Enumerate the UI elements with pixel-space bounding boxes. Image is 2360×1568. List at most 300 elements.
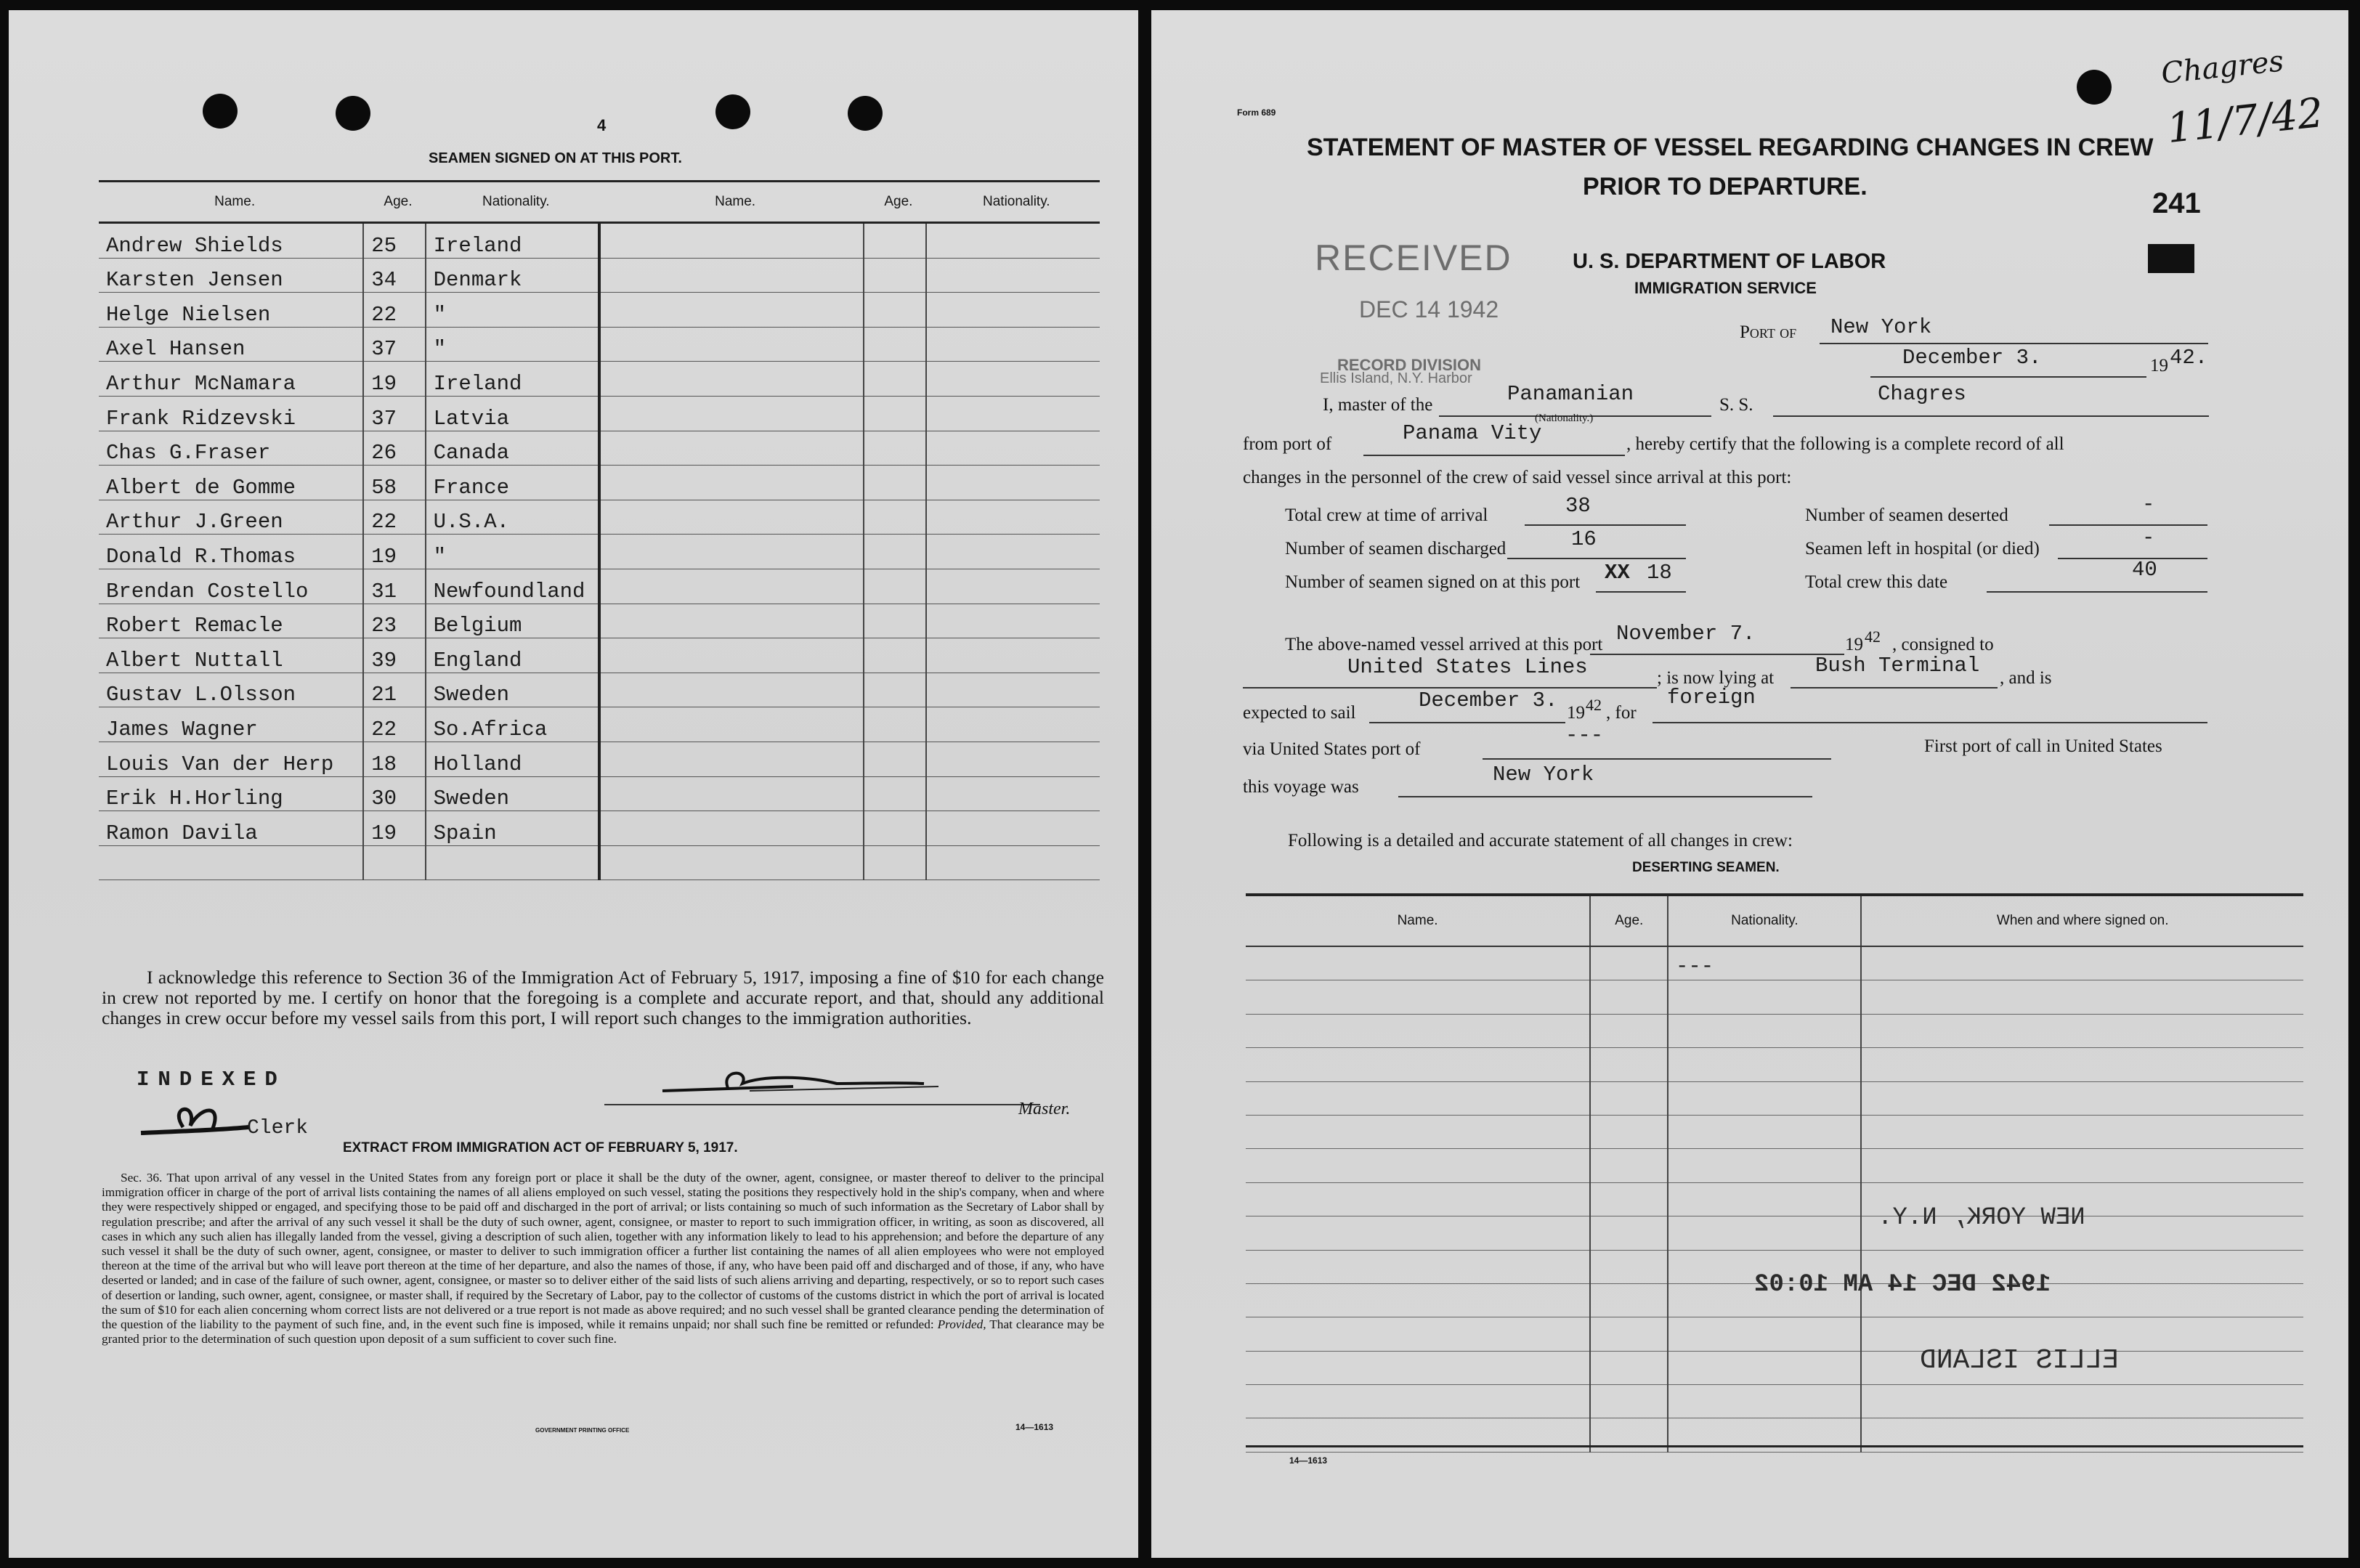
port-value: New York bbox=[1830, 315, 1932, 339]
handwritten-note-date: 11/7/42 bbox=[2165, 89, 2326, 153]
seaman-name: James Wagner bbox=[99, 707, 363, 742]
seaman-name: Axel Hansen bbox=[99, 327, 363, 362]
empty-cell bbox=[1590, 1014, 1668, 1047]
indexed-stamp: INDEXED bbox=[137, 1068, 286, 1092]
empty-cell bbox=[864, 811, 925, 846]
seaman-name: Albert de Gomme bbox=[99, 466, 363, 500]
seaman-nationality: Canada bbox=[426, 431, 599, 466]
destination-line bbox=[1653, 722, 2207, 723]
empty-cell bbox=[926, 500, 1100, 535]
empty-cell bbox=[926, 431, 1100, 466]
seaman-name: Ramon Davila bbox=[99, 811, 363, 846]
empty-cell bbox=[926, 638, 1100, 673]
table-row bbox=[99, 707, 1100, 742]
sail-date-line bbox=[1369, 722, 1565, 723]
empty-cell bbox=[1861, 1149, 2303, 1182]
empty-cell bbox=[1861, 980, 2303, 1014]
deserted-line bbox=[2049, 524, 2207, 526]
seaman-nationality: Sweden bbox=[426, 776, 599, 811]
deserting-none: --- bbox=[1676, 954, 1714, 978]
empty-cell bbox=[1246, 1283, 1590, 1317]
seaman-name: Brendan Costello bbox=[99, 569, 363, 604]
table-row bbox=[99, 293, 1100, 328]
empty-cell bbox=[599, 742, 864, 776]
empty-cell bbox=[864, 776, 925, 811]
record-division: RECORD DIVISION bbox=[1337, 356, 1482, 374]
empty-cell bbox=[864, 742, 925, 776]
total-crew-arrival: 38 bbox=[1565, 494, 1591, 518]
empty-cell bbox=[926, 604, 1100, 638]
extract-title: EXTRACT FROM IMMIGRATION ACT OF FEBRUARY 5, 1917. bbox=[343, 1140, 738, 1155]
empty-cell bbox=[599, 223, 864, 259]
seaman-nationality: Denmark bbox=[426, 258, 599, 293]
empty-cell bbox=[1590, 946, 1668, 980]
seaman-nationality: Holland bbox=[426, 742, 599, 776]
table-row bbox=[1246, 1014, 2303, 1047]
section-title: SEAMEN SIGNED ON AT THIS PORT. bbox=[429, 150, 682, 166]
discharged-label: Number of seamen discharged bbox=[1285, 539, 1507, 558]
empty-cell bbox=[599, 604, 864, 638]
port-line bbox=[1820, 343, 2208, 344]
table-row bbox=[99, 776, 1100, 811]
table-row bbox=[99, 569, 1100, 604]
seaman-age: 34 bbox=[363, 258, 425, 293]
table-row bbox=[1246, 1149, 2303, 1182]
seaman-nationality: Ireland bbox=[426, 362, 599, 397]
seaman-age: 19 bbox=[363, 535, 425, 569]
empty-cell bbox=[1590, 1317, 1668, 1351]
empty-cell bbox=[1590, 1081, 1668, 1115]
table-row bbox=[99, 431, 1100, 466]
for-label: , for bbox=[1606, 703, 1637, 723]
empty-cell bbox=[864, 638, 925, 673]
title-line-2: PRIOR TO DEPARTURE. bbox=[1583, 173, 1868, 200]
empty-cell bbox=[1246, 1385, 1590, 1418]
desert-col-nationality: Nationality. bbox=[1668, 895, 1861, 946]
clerk-initials-signature bbox=[132, 1098, 263, 1143]
seaman-age: 19 bbox=[363, 811, 425, 846]
empty-cell bbox=[926, 569, 1100, 604]
following-text: Following is a detailed and accurate statement of all changes in crew: bbox=[1288, 831, 1793, 850]
empty-cell bbox=[1668, 1351, 1861, 1384]
first-port-label: First port of call in United States bbox=[1924, 736, 2162, 756]
via-value: --- bbox=[1565, 723, 1604, 747]
seaman-name: Arthur McNamara bbox=[99, 362, 363, 397]
seaman-name: Helge Nielsen bbox=[99, 293, 363, 328]
empty-cell bbox=[1668, 1385, 1861, 1418]
empty-cell bbox=[599, 293, 864, 328]
sail-date: December 3. bbox=[1419, 688, 1558, 712]
empty-cell bbox=[1246, 1216, 1590, 1250]
empty-cell bbox=[864, 707, 925, 742]
empty-cell bbox=[599, 466, 864, 500]
sail-year: 42 bbox=[1586, 696, 1602, 714]
empty-cell bbox=[599, 569, 864, 604]
ship-name: Chagres bbox=[1878, 382, 1966, 406]
total-crew-date: 40 bbox=[2132, 558, 2157, 582]
punch-hole bbox=[336, 96, 370, 131]
table-row bbox=[99, 258, 1100, 293]
seaman-age: 39 bbox=[363, 638, 425, 673]
empty-cell bbox=[1246, 946, 1590, 980]
seaman-age bbox=[363, 845, 425, 880]
seaman-age: 19 bbox=[363, 362, 425, 397]
empty-cell bbox=[926, 845, 1100, 880]
lying-at: Bush Terminal bbox=[1815, 654, 1980, 678]
master-of-label: I, master of the bbox=[1323, 395, 1433, 415]
table-row bbox=[99, 500, 1100, 535]
lying-label: ; is now lying at bbox=[1657, 668, 1775, 688]
col-name: Name. bbox=[99, 182, 363, 223]
deserted-value: - bbox=[2142, 492, 2155, 516]
empty-cell bbox=[1246, 1014, 1590, 1047]
seaman-name: Louis Van der Herp bbox=[99, 742, 363, 776]
seaman-nationality: England bbox=[426, 638, 599, 673]
seaman-age: 18 bbox=[363, 742, 425, 776]
desert-col-age: Age. bbox=[1590, 895, 1668, 946]
seaman-name: Donald R.Thomas bbox=[99, 535, 363, 569]
table-row bbox=[99, 362, 1100, 397]
empty-cell bbox=[864, 396, 925, 431]
master-signature-line bbox=[604, 1104, 1040, 1105]
seaman-nationality bbox=[426, 845, 599, 880]
year-prefix: 19 bbox=[2150, 356, 2168, 375]
empty-cell bbox=[1590, 1250, 1668, 1283]
table-row bbox=[99, 223, 1100, 259]
voyage-label: this voyage was bbox=[1243, 777, 1359, 797]
handwritten-note-ship: Chagres bbox=[2160, 44, 2286, 91]
nationality-caption: (Nationality.) bbox=[1535, 413, 1594, 424]
empty-cell bbox=[1246, 1081, 1590, 1115]
empty-cell bbox=[926, 327, 1100, 362]
master-signature bbox=[648, 1062, 1026, 1105]
received-date-stamp: DEC 14 1942 bbox=[1359, 296, 1499, 322]
seaman-name: Frank Ridzevski bbox=[99, 396, 363, 431]
punch-hole bbox=[203, 94, 238, 129]
via-label: via United States port of bbox=[1243, 739, 1421, 759]
empty-cell bbox=[599, 258, 864, 293]
signed-on-struck: XX bbox=[1605, 561, 1630, 585]
offset-stamp-place: ELLIS ISLAND bbox=[1920, 1345, 2119, 1376]
seaman-age: 25 bbox=[363, 223, 425, 259]
empty-cell bbox=[599, 431, 864, 466]
seaman-name: Andrew Shields bbox=[99, 223, 363, 259]
seaman-nationality: Newfoundland bbox=[426, 569, 599, 604]
arrived-label: The above-named vessel arrived at this port bbox=[1285, 635, 1603, 654]
seaman-nationality: U.S.A. bbox=[426, 500, 599, 535]
seaman-age: 31 bbox=[363, 569, 425, 604]
offset-stamp-city: NEW YORK, N.Y. bbox=[1878, 1204, 2085, 1232]
empty-cell bbox=[599, 638, 864, 673]
voyage-value: New York bbox=[1493, 763, 1594, 787]
seaman-age: 58 bbox=[363, 466, 425, 500]
offset-stamp-time: 1942 DEC 14 AM 10:02 bbox=[1754, 1271, 2051, 1299]
form-number: Form 689 bbox=[1237, 107, 1276, 118]
table-row bbox=[1246, 1182, 2303, 1216]
right-page bbox=[1151, 10, 2348, 1558]
empty-cell bbox=[926, 742, 1100, 776]
destination: foreign bbox=[1667, 686, 1756, 710]
empty-cell bbox=[864, 431, 925, 466]
empty-cell bbox=[1590, 1283, 1668, 1317]
extract-proviso: That clearance may be granted prior to the determination of such question upon deposit of a sum sufficient to cover such fine. bbox=[102, 1317, 1104, 1346]
col-name-2: Name. bbox=[599, 182, 864, 223]
consignee: United States Lines bbox=[1347, 655, 1588, 679]
empty-cell bbox=[926, 258, 1100, 293]
table-row bbox=[1246, 1385, 2303, 1418]
col-nationality: Nationality. bbox=[426, 182, 599, 223]
ship-name-line bbox=[1773, 415, 2209, 417]
col-nationality-2: Nationality. bbox=[926, 182, 1100, 223]
empty-cell bbox=[864, 845, 925, 880]
empty-cell bbox=[1246, 1351, 1590, 1384]
table-row bbox=[1246, 1317, 2303, 1351]
table-row bbox=[1246, 1216, 2303, 1250]
table-row bbox=[99, 466, 1100, 500]
empty-cell bbox=[1668, 1149, 1861, 1182]
empty-cell bbox=[599, 362, 864, 397]
seaman-nationality: Sweden bbox=[426, 673, 599, 707]
empty-cell bbox=[864, 327, 925, 362]
date-line bbox=[1870, 376, 2146, 378]
voyage-line bbox=[1398, 796, 1812, 797]
from-port-value: Panama Vity bbox=[1403, 421, 1542, 445]
consigned-label: , consigned to bbox=[1892, 635, 1994, 654]
empty-cell bbox=[1246, 1182, 1590, 1216]
empty-cell bbox=[599, 327, 864, 362]
nationality-value: Panamanian bbox=[1507, 382, 1634, 406]
arrived-date: November 7. bbox=[1616, 622, 1756, 646]
seaman-nationality: Spain bbox=[426, 811, 599, 846]
document-number: 241 bbox=[2152, 187, 2201, 219]
empty-cell bbox=[1590, 1182, 1668, 1216]
redaction-block bbox=[2148, 244, 2194, 273]
from-port-line bbox=[1363, 455, 1625, 456]
empty-cell bbox=[864, 500, 925, 535]
table-row bbox=[1246, 1115, 2303, 1148]
seaman-name: Gustav L.Olsson bbox=[99, 673, 363, 707]
seaman-name: Arthur J.Green bbox=[99, 500, 363, 535]
empty-cell bbox=[599, 845, 864, 880]
empty-cell bbox=[1246, 1048, 1590, 1081]
clerk-label: Clerk bbox=[247, 1117, 309, 1140]
empty-cell bbox=[1590, 1149, 1668, 1182]
acknowledgment-text: I acknowledge this reference to Section 36 of the Immigration Act of February 5, 1917, imposing a fine of $10 for each change in crew not reported by me. I certify on honor that the foregoing is a complete and accurate report, and that, should any additional changes in crew occur before my vessel sails from this port, I will report such changes to the immigration authorities. bbox=[102, 967, 1104, 1028]
empty-cell bbox=[1590, 980, 1668, 1014]
empty-cell bbox=[1246, 980, 1590, 1014]
empty-cell bbox=[926, 223, 1100, 259]
empty-cell bbox=[599, 500, 864, 535]
table-row bbox=[99, 327, 1100, 362]
punch-hole bbox=[2077, 70, 2112, 105]
seaman-name bbox=[99, 845, 363, 880]
empty-cell bbox=[1246, 1149, 1590, 1182]
empty-cell bbox=[926, 535, 1100, 569]
empty-cell bbox=[1668, 980, 1861, 1014]
seaman-nationality: France bbox=[426, 466, 599, 500]
empty-cell bbox=[864, 466, 925, 500]
deserting-title: DESERTING SEAMEN. bbox=[1632, 860, 1780, 875]
empty-cell bbox=[1590, 1048, 1668, 1081]
lying-at-line bbox=[1791, 687, 1998, 688]
punch-hole bbox=[715, 94, 750, 129]
printing-office: GOVERNMENT PRINTING OFFICE bbox=[535, 1427, 630, 1434]
empty-cell bbox=[599, 707, 864, 742]
empty-cell bbox=[864, 569, 925, 604]
form-code-right: 14—1613 bbox=[1289, 1455, 1328, 1466]
seaman-age: 37 bbox=[363, 327, 425, 362]
desert-col-signed-on: When and where signed on. bbox=[1861, 895, 2303, 946]
empty-cell bbox=[926, 466, 1100, 500]
empty-cell bbox=[926, 396, 1100, 431]
form-code-left: 14—1613 bbox=[1015, 1422, 1054, 1432]
empty-cell bbox=[926, 707, 1100, 742]
empty-cell bbox=[1861, 1385, 2303, 1418]
empty-cell bbox=[864, 604, 925, 638]
empty-cell bbox=[1246, 1250, 1590, 1283]
and-is-label: , and is bbox=[2000, 668, 2052, 688]
seaman-age: 23 bbox=[363, 604, 425, 638]
arrived-year: 42 bbox=[1865, 627, 1881, 646]
discharged-value: 16 bbox=[1571, 527, 1597, 551]
empty-cell bbox=[599, 673, 864, 707]
record-division-location: Ellis Island, N.Y. Harbor bbox=[1320, 370, 1472, 386]
empty-cell bbox=[599, 811, 864, 846]
port-label: Port of bbox=[1740, 322, 1797, 342]
seaman-name: Erik H.Horling bbox=[99, 776, 363, 811]
empty-cell bbox=[1590, 1351, 1668, 1384]
table-row bbox=[99, 638, 1100, 673]
deserted-label: Number of seamen deserted bbox=[1805, 505, 2008, 525]
table-row bbox=[99, 396, 1100, 431]
total-crew-date-line bbox=[1987, 591, 2207, 593]
ss-label: S. S. bbox=[1719, 395, 1753, 415]
seaman-age: 37 bbox=[363, 396, 425, 431]
empty-cell bbox=[926, 673, 1100, 707]
arrived-year-prefix: 19 bbox=[1845, 635, 1863, 654]
seaman-age: 22 bbox=[363, 500, 425, 535]
date-year: 42. bbox=[2170, 346, 2208, 370]
empty-cell bbox=[1668, 1216, 1861, 1250]
empty-cell bbox=[864, 362, 925, 397]
desert-col-name: Name. bbox=[1246, 895, 1590, 946]
empty-cell bbox=[599, 535, 864, 569]
empty-cell bbox=[1861, 946, 2303, 980]
page-number: 4 bbox=[597, 116, 607, 134]
signed-on-value: 18 bbox=[1647, 561, 1672, 585]
empty-cell bbox=[864, 673, 925, 707]
seaman-name: Chas G.Fraser bbox=[99, 431, 363, 466]
empty-cell bbox=[1246, 1115, 1590, 1148]
seaman-nationality: " bbox=[426, 293, 599, 328]
table-row bbox=[99, 604, 1100, 638]
bottom-rule bbox=[1246, 1445, 2303, 1447]
empty-cell bbox=[864, 223, 925, 259]
certify-text: , hereby certify that the following is a complete record of all bbox=[1626, 434, 2064, 454]
received-stamp: RECEIVED bbox=[1315, 237, 1512, 278]
empty-cell bbox=[1668, 1115, 1861, 1148]
seaman-name: Robert Remacle bbox=[99, 604, 363, 638]
deserting-seamen-table bbox=[1246, 893, 2303, 1453]
title-line-1: STATEMENT OF MASTER OF VESSEL REGARDING CHANGES IN CREW bbox=[1307, 134, 2154, 161]
empty-cell bbox=[1590, 1216, 1668, 1250]
col-age-2: Age. bbox=[864, 182, 925, 223]
date-value: December 3. bbox=[1902, 346, 2042, 370]
seaman-nationality: " bbox=[426, 535, 599, 569]
seaman-age: 26 bbox=[363, 431, 425, 466]
empty-cell bbox=[1861, 1014, 2303, 1047]
table-row bbox=[99, 742, 1100, 776]
signed-on-line bbox=[1596, 591, 1686, 593]
total-crew-date-label: Total crew this date bbox=[1805, 572, 1948, 592]
empty-cell bbox=[926, 811, 1100, 846]
left-page bbox=[9, 10, 1138, 1558]
extract-text bbox=[102, 1171, 1104, 1346]
seamen-signed-on-table bbox=[99, 180, 1100, 880]
total-crew-arrival-label: Total crew at time of arrival bbox=[1285, 505, 1488, 525]
hospital-label: Seamen left in hospital (or died) bbox=[1805, 539, 2040, 558]
table-row bbox=[99, 673, 1100, 707]
seaman-age: 21 bbox=[363, 673, 425, 707]
seaman-age: 22 bbox=[363, 293, 425, 328]
empty-cell bbox=[1668, 1182, 1861, 1216]
hospital-value: - bbox=[2142, 526, 2155, 550]
empty-cell bbox=[1668, 1014, 1861, 1047]
extract-proviso-label: Provided, bbox=[937, 1317, 986, 1332]
seaman-name: Karsten Jensen bbox=[99, 258, 363, 293]
empty-cell bbox=[864, 293, 925, 328]
seaman-nationality: " bbox=[426, 327, 599, 362]
total-crew-arrival-line bbox=[1525, 524, 1686, 526]
table-row bbox=[1246, 946, 2303, 980]
seaman-name: Albert Nuttall bbox=[99, 638, 363, 673]
table-row bbox=[99, 845, 1100, 880]
empty-cell bbox=[1590, 1385, 1668, 1418]
empty-cell bbox=[1590, 1115, 1668, 1148]
changes-text: changes in the personnel of the crew of said vessel since arrival at this port: bbox=[1243, 468, 1792, 487]
signed-on-label: Number of seamen signed on at this port bbox=[1285, 572, 1581, 592]
from-port-label: from port of bbox=[1243, 434, 1332, 454]
arrived-date-line bbox=[1590, 654, 1844, 655]
empty-cell bbox=[864, 258, 925, 293]
sail-year-prefix: 19 bbox=[1567, 703, 1585, 723]
empty-cell bbox=[1861, 1115, 2303, 1148]
master-label: Master. bbox=[1018, 1100, 1071, 1118]
empty-cell bbox=[926, 293, 1100, 328]
empty-cell bbox=[926, 362, 1100, 397]
col-age: Age. bbox=[363, 182, 425, 223]
service: IMMIGRATION SERVICE bbox=[1634, 279, 1817, 297]
empty-cell bbox=[864, 535, 925, 569]
extract-body: Sec. 36. That upon arrival of any vessel in the United States from any foreign port or place it shall be the duty of the owner, agent, consignee, or master thereof to deliver to the principal immigration officer in charge of the port of arrival lists containing the names of all aliens employed on such vessel, stating the positions they respectively hold in the ship's company, when and where they were respectively shipped or engaged, and specifying those to be paid off and discharged in the port of arrival; or lists containing so much of such information as the Secretary of Labor shall by regulation prescribe; and after the arrival of any such vessel it shall be the duty of such owner, agent, consignee, or master to report to such immigration officer, in writing, as soon as discovered, all cases in which any such alien has illegally landed from the vessel, giving a description of such alien, together with any information likely to lead to his apprehension; and before the departure of any such vessel it shall be the duty of such owner, agent, consignee, or master to deliver to such immigration officer a further list containing the names of all alien employees who were not employed thereon at the time of the arrival but who will leave port thereon at the time of her departure, and also the names of those, if any, who have been paid off and discharged and of those, if any, who have deserted or landed; and in case of the failure of such owner, agent, consignee, or master so to deliver either of the said lists of such aliens arriving and departing, respectively, or so to report such cases of desertion or landing, such owner, agent, consignee, or master shall, if required by the Secretary of Labor, pay to the collector of customs of the customs district in which the port of arrival is located the sum of $10 for each alien concerning whom correct lists are not delivered or a true report is not made as above required; and no such vessel shall be granted clearance pending the determination of the question of the liability to the payment of such fine, and, in the event such fine is imposed, while it remains unpaid; nor shall such fine be remitted or refunded: bbox=[102, 1171, 1104, 1332]
empty-cell bbox=[1668, 1317, 1861, 1351]
empty-cell bbox=[599, 776, 864, 811]
table-row bbox=[1246, 980, 2303, 1014]
table-row bbox=[1246, 1081, 2303, 1115]
expected-label: expected to sail bbox=[1243, 703, 1356, 723]
via-line bbox=[1483, 758, 1831, 760]
table-row bbox=[1246, 1351, 2303, 1384]
seaman-age: 30 bbox=[363, 776, 425, 811]
table-row bbox=[99, 811, 1100, 846]
seaman-nationality: Latvia bbox=[426, 396, 599, 431]
seaman-nationality: Belgium bbox=[426, 604, 599, 638]
empty-cell bbox=[1861, 1048, 2303, 1081]
discharged-line bbox=[1507, 558, 1686, 559]
empty-cell bbox=[599, 396, 864, 431]
table-row bbox=[99, 535, 1100, 569]
seaman-age: 22 bbox=[363, 707, 425, 742]
